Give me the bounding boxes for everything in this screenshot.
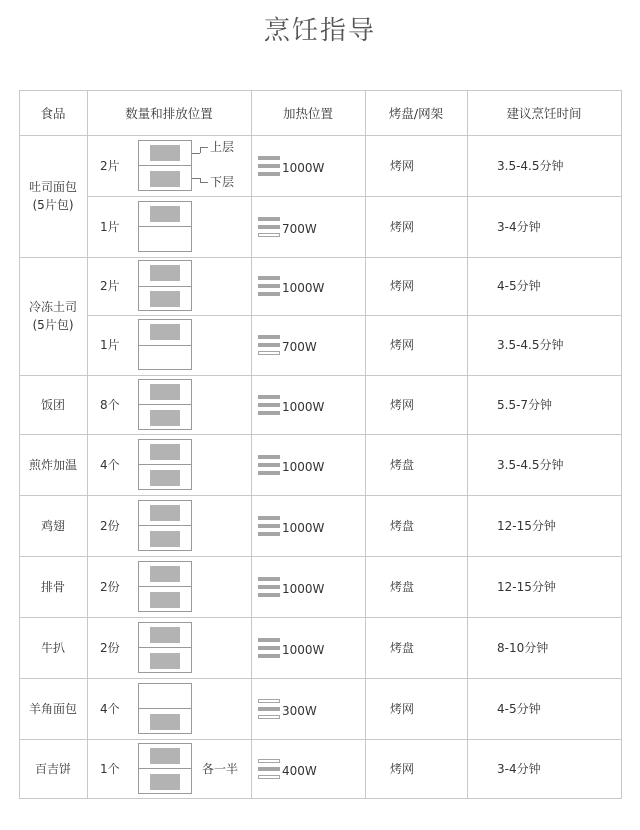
heater-bar-off bbox=[258, 759, 280, 763]
heater-bar-on bbox=[258, 707, 280, 711]
oven-rack-diagram bbox=[138, 439, 192, 490]
heating-element-icon bbox=[258, 516, 280, 536]
food-name: 排骨 bbox=[40, 579, 65, 594]
header-rack: 烤盘/网架 bbox=[388, 105, 444, 121]
heating-element-icon bbox=[258, 638, 280, 658]
heater-bar-on bbox=[258, 395, 280, 399]
upper-rack-label: 上层 bbox=[210, 139, 235, 154]
heating-power: 1000W bbox=[282, 399, 325, 414]
rack-divider bbox=[139, 226, 191, 227]
group-divider bbox=[19, 798, 622, 799]
rack-divider bbox=[139, 286, 191, 287]
group-divider bbox=[19, 375, 622, 376]
heating-element-icon bbox=[258, 699, 280, 719]
heater-bar-on bbox=[258, 638, 280, 642]
food-name: 鸡翅 bbox=[40, 518, 65, 533]
rack-type: 烤网 bbox=[390, 761, 415, 776]
group-divider bbox=[19, 556, 622, 557]
heating-element-icon bbox=[258, 335, 280, 355]
upper-food-block bbox=[150, 505, 180, 521]
heating-power: 700W bbox=[282, 340, 317, 354]
cook-time: 12-15分钟 bbox=[497, 579, 556, 594]
heater-bar-on bbox=[258, 411, 280, 415]
heater-bar-on bbox=[258, 455, 280, 459]
cook-time: 3.5-4.5分钟 bbox=[497, 457, 564, 472]
lower-food-block bbox=[150, 171, 180, 187]
heater-bar-on bbox=[258, 156, 280, 160]
upper-food-block bbox=[150, 324, 180, 340]
heating-power: 1000W bbox=[282, 160, 325, 175]
food-pack-note: (5片包) bbox=[32, 198, 74, 212]
quantity: 2份 bbox=[100, 640, 120, 655]
heater-bar-on bbox=[258, 516, 280, 520]
heater-bar-on bbox=[258, 463, 280, 467]
food-pack-note: (5片包) bbox=[32, 318, 74, 332]
group-divider bbox=[19, 495, 622, 496]
quantity: 8个 bbox=[100, 397, 120, 412]
oven-rack-diagram bbox=[138, 140, 192, 191]
upper-food-block bbox=[150, 566, 180, 582]
cook-time: 4-5分钟 bbox=[497, 279, 541, 293]
quantity: 1片 bbox=[100, 219, 120, 234]
lower-rack-label: 下层 bbox=[210, 174, 235, 189]
food-name: 冷冻土司 bbox=[28, 300, 77, 314]
heater-bar-on bbox=[258, 471, 280, 475]
heating-power: 1000W bbox=[282, 642, 325, 657]
callout-line bbox=[200, 147, 208, 148]
upper-food-block bbox=[150, 265, 180, 281]
rack-divider bbox=[139, 404, 191, 405]
quantity: 1个 bbox=[100, 761, 120, 776]
cook-time: 3-4分钟 bbox=[497, 219, 541, 234]
heater-bar-off bbox=[258, 775, 280, 779]
heater-bar-on bbox=[258, 292, 280, 296]
heating-power: 700W bbox=[282, 221, 317, 236]
food-name: 吐司面包 bbox=[28, 180, 77, 194]
food-name: 羊角面包 bbox=[28, 701, 77, 716]
quantity: 1片 bbox=[100, 338, 120, 352]
callout-line bbox=[192, 153, 200, 154]
rack-divider bbox=[139, 525, 191, 526]
heating-element-icon bbox=[258, 759, 280, 779]
oven-rack-diagram bbox=[138, 561, 192, 612]
rack-divider bbox=[139, 345, 191, 346]
heater-bar-on bbox=[258, 593, 280, 597]
lower-food-block bbox=[150, 531, 180, 547]
split-note: 各一半 bbox=[202, 761, 239, 776]
callout-line bbox=[200, 182, 208, 183]
heater-bar-off bbox=[258, 699, 280, 703]
group-divider bbox=[19, 739, 622, 740]
heater-bar-on bbox=[258, 284, 280, 288]
rack-type: 烤盘 bbox=[390, 579, 415, 594]
heating-element-icon bbox=[258, 395, 280, 415]
heating-power: 1000W bbox=[282, 520, 325, 535]
lower-food-block bbox=[150, 470, 180, 486]
upper-food-block bbox=[150, 748, 180, 764]
heating-element-icon bbox=[258, 156, 280, 176]
heater-bar-on bbox=[258, 585, 280, 589]
heater-bar-on bbox=[258, 172, 280, 176]
rack-type: 烤盘 bbox=[390, 640, 415, 655]
heating-power: 1000W bbox=[282, 281, 325, 295]
quantity: 4个 bbox=[100, 457, 120, 472]
rack-type: 烤网 bbox=[390, 219, 415, 234]
heater-bar-on bbox=[258, 524, 280, 528]
lower-food-block bbox=[150, 653, 180, 669]
heater-bar-on bbox=[258, 532, 280, 536]
heater-bar-on bbox=[258, 164, 280, 168]
food-name: 饭团 bbox=[40, 397, 65, 412]
rack-type: 烤网 bbox=[390, 397, 415, 412]
lower-food-block bbox=[150, 714, 180, 730]
group-divider bbox=[19, 434, 622, 435]
sub-row-divider bbox=[87, 315, 622, 316]
quantity: 4个 bbox=[100, 701, 120, 716]
group-divider bbox=[19, 257, 622, 258]
cook-time: 3-4分钟 bbox=[497, 761, 541, 776]
header-quantity-layout: 数量和排放位置 bbox=[125, 105, 213, 121]
heating-power: 1000W bbox=[282, 581, 325, 596]
oven-rack-diagram bbox=[138, 201, 192, 252]
oven-rack-diagram bbox=[138, 319, 192, 370]
heating-element-icon bbox=[258, 217, 280, 237]
oven-rack-diagram bbox=[138, 500, 192, 551]
group-divider bbox=[19, 678, 622, 679]
cook-time: 4-5分钟 bbox=[497, 701, 541, 716]
oven-rack-diagram bbox=[138, 683, 192, 734]
food-name: 百吉饼 bbox=[34, 761, 71, 776]
heater-bar-on bbox=[258, 654, 280, 658]
rack-divider bbox=[139, 647, 191, 648]
callout-line bbox=[192, 178, 200, 179]
lower-food-block bbox=[150, 291, 180, 307]
heating-element-icon bbox=[258, 455, 280, 475]
rack-type: 烤盘 bbox=[390, 457, 415, 472]
lower-food-block bbox=[150, 774, 180, 790]
group-divider bbox=[19, 617, 622, 618]
heater-bar-on bbox=[258, 767, 280, 771]
quantity: 2份 bbox=[100, 518, 120, 533]
heater-bar-on bbox=[258, 403, 280, 407]
upper-food-block bbox=[150, 206, 180, 222]
rack-divider bbox=[139, 586, 191, 587]
quantity: 2片 bbox=[100, 279, 120, 293]
quantity: 2片 bbox=[100, 158, 120, 173]
rack-divider bbox=[139, 165, 191, 166]
header-food: 食品 bbox=[40, 105, 66, 121]
cook-time: 5.5-7分钟 bbox=[497, 397, 553, 412]
heater-bar-on bbox=[258, 276, 280, 280]
heater-bar-on bbox=[258, 577, 280, 581]
heating-power: 400W bbox=[282, 763, 317, 778]
heater-bar-off bbox=[258, 233, 280, 237]
heating-element-icon bbox=[258, 276, 280, 296]
upper-food-block bbox=[150, 627, 180, 643]
rack-type: 烤网 bbox=[390, 158, 415, 173]
rack-divider bbox=[139, 768, 191, 769]
heater-bar-on bbox=[258, 646, 280, 650]
heater-bar-off bbox=[258, 351, 280, 355]
rack-divider bbox=[139, 464, 191, 465]
lower-food-block bbox=[150, 410, 180, 426]
rack-type: 烤网 bbox=[390, 279, 415, 293]
food-name: 牛扒 bbox=[40, 640, 65, 655]
sub-row-divider bbox=[87, 196, 622, 197]
quantity: 2份 bbox=[100, 579, 120, 594]
heating-power: 1000W bbox=[282, 459, 325, 474]
upper-food-block bbox=[150, 444, 180, 460]
lower-food-block bbox=[150, 592, 180, 608]
heater-bar-on bbox=[258, 225, 280, 229]
header-divider bbox=[19, 135, 622, 136]
oven-rack-diagram bbox=[138, 622, 192, 673]
heater-bar-on bbox=[258, 335, 280, 339]
oven-rack-diagram bbox=[138, 379, 192, 430]
oven-rack-diagram bbox=[138, 743, 192, 794]
oven-rack-diagram bbox=[138, 260, 192, 311]
table-top-border bbox=[19, 90, 622, 91]
heating-element-icon bbox=[258, 577, 280, 597]
heater-bar-on bbox=[258, 217, 280, 221]
cook-time: 12-15分钟 bbox=[497, 518, 556, 533]
header-cook-time: 建议烹饪时间 bbox=[506, 105, 582, 121]
page-title: 烹饪指导 bbox=[263, 16, 376, 46]
cook-time: 3.5-4.5分钟 bbox=[497, 338, 564, 352]
heater-bar-off bbox=[258, 715, 280, 719]
rack-divider bbox=[139, 708, 191, 709]
heating-power: 300W bbox=[282, 703, 317, 718]
rack-type: 烤网 bbox=[390, 338, 415, 352]
rack-type: 烤盘 bbox=[390, 518, 415, 533]
rack-type: 烤网 bbox=[390, 701, 415, 716]
heater-bar-on bbox=[258, 343, 280, 347]
food-name: 煎炸加温 bbox=[28, 457, 77, 472]
table-left-border bbox=[19, 90, 20, 799]
upper-food-block bbox=[150, 384, 180, 400]
cook-time: 8-10分钟 bbox=[497, 640, 549, 655]
upper-food-block bbox=[150, 145, 180, 161]
header-heat-position: 加热位置 bbox=[282, 105, 333, 121]
cook-time: 3.5-4.5分钟 bbox=[497, 158, 564, 173]
